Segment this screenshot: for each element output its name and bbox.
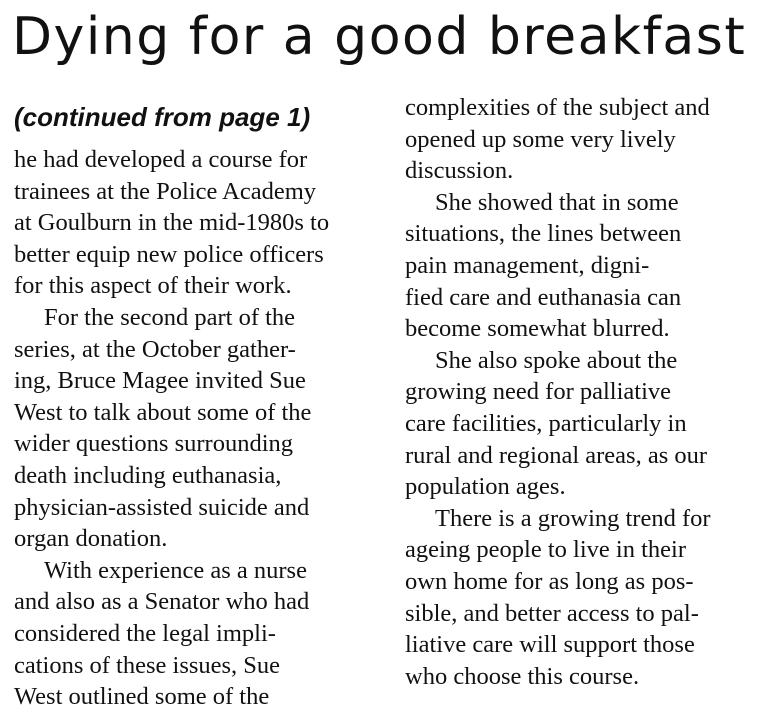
article-text-line: sible, and better access to pal-	[405, 599, 699, 627]
article-text-line: better equip new police officers	[14, 240, 324, 268]
article-text-line: ing, Bruce Magee invited Sue	[14, 367, 306, 395]
article-text-line: care facilities, particularly in	[405, 409, 687, 437]
article-column-left	[14, 92, 386, 713]
article-text-line: opened up some very lively	[405, 125, 676, 153]
right-column-body	[405, 92, 765, 692]
article-text-line: cations of these issues, Sue	[14, 651, 281, 679]
continued-from-label: (continued from page 1)	[14, 102, 311, 132]
article-text-line: rural and regional areas, as our	[405, 441, 708, 469]
article-text-line: who choose this course.	[405, 662, 640, 690]
article-text-line: and also as a Senator who had	[14, 588, 310, 616]
article-text-line: fied care and euthanasia can	[405, 283, 682, 311]
article-text-line: at Goulburn in the mid-1980s to	[14, 209, 330, 237]
article-text-line: liative care will support those	[405, 631, 695, 659]
article-text-line: death including euthanasia,	[14, 461, 282, 489]
article-text-line: physician-assisted suicide and	[14, 493, 310, 521]
article-text-line: There is a growing trend for	[435, 504, 711, 532]
article-text-line: own home for as long as pos-	[405, 567, 694, 595]
article-text-line: trainees at the Police Academy	[14, 177, 317, 205]
article-text-line: discussion.	[405, 157, 514, 185]
article-text-line: With experience as a nurse	[44, 556, 307, 584]
left-column-body	[14, 144, 386, 713]
article-text-line: pain management, digni-	[405, 251, 650, 279]
article-headline: Dying for a good breakfast	[12, 7, 747, 67]
article-text-line: ageing people to live in their	[405, 536, 686, 564]
article-text-line: for this aspect of their work.	[14, 272, 292, 300]
article-text-line: She also spoke about the	[435, 346, 678, 374]
article-text-line: organ donation.	[14, 525, 168, 553]
article-text-line: considered the legal impli-	[14, 619, 276, 647]
article-text-line: growing need for palliative	[405, 378, 672, 406]
article-text-line: become somewhat blurred.	[405, 315, 670, 343]
article-text-line: series, at the October gather-	[14, 335, 296, 363]
article-text-line: situations, the lines between	[405, 220, 682, 248]
article-column-right	[405, 92, 765, 692]
article-text-line: complexities of the subject and	[405, 94, 710, 121]
article-text-line: She showed that in some	[435, 188, 679, 216]
article-text-line: he had developed a course for	[14, 146, 308, 173]
article-text-line: population ages.	[405, 473, 566, 501]
article-text-line: wider questions surrounding	[14, 430, 293, 458]
article-text-line: For the second part of the	[44, 303, 296, 331]
article-text-line: West outlined some of the	[14, 683, 270, 711]
article-text-line: West to talk about some of the	[14, 398, 312, 426]
